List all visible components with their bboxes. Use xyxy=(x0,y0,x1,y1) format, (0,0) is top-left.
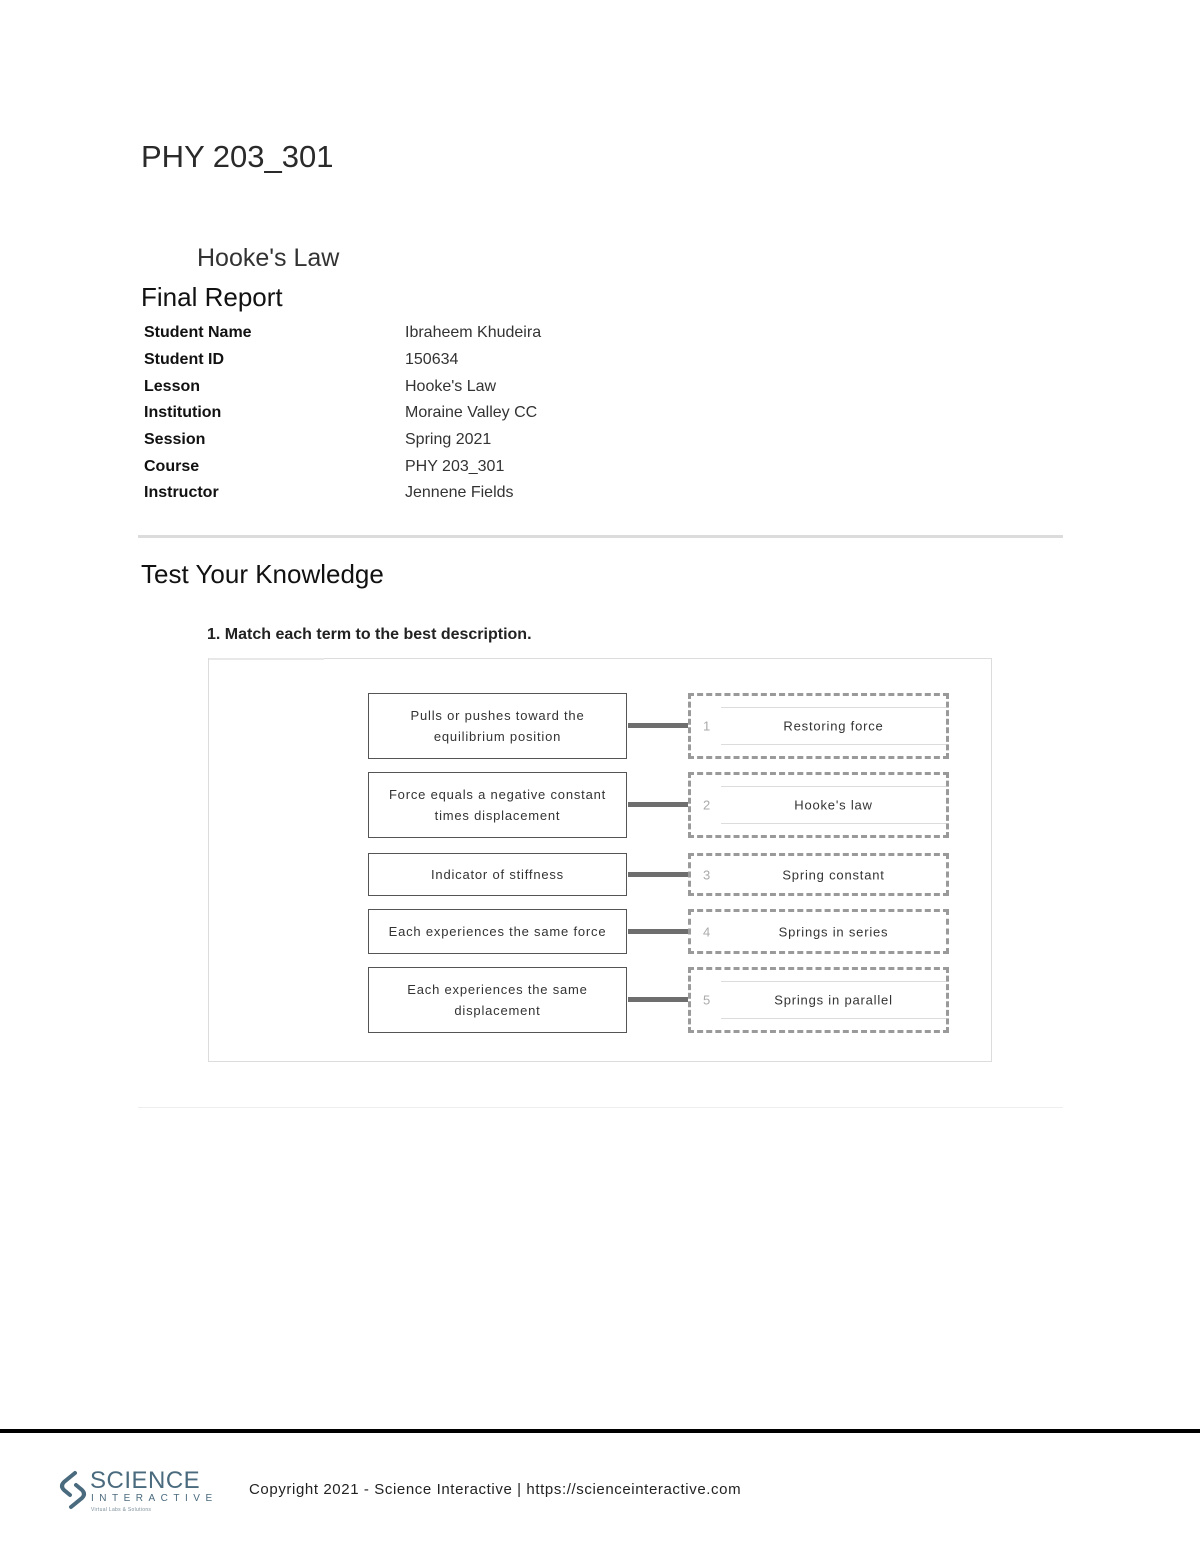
term-label[interactable]: Springs in parallel xyxy=(774,992,893,1008)
term-drop-zone[interactable] xyxy=(688,853,949,896)
section-divider xyxy=(138,535,1063,538)
info-label: Session xyxy=(144,431,206,449)
lesson-title: Hooke's Law xyxy=(197,244,340,272)
info-row-student-name xyxy=(144,320,541,347)
description-box[interactable]: Indicator of stiffness xyxy=(368,853,627,896)
term-label[interactable]: Restoring force xyxy=(783,718,884,734)
question-prompt: 1. Match each term to the best description. xyxy=(207,626,532,643)
description-box[interactable]: Pulls or pushes toward the equilibrium position xyxy=(368,693,627,759)
match-pair-3 xyxy=(209,853,993,896)
term-number: 4 xyxy=(703,924,711,939)
logo-wordmark: SCIENCE xyxy=(90,1467,201,1494)
panel-tab-mark xyxy=(209,658,324,660)
term-number: 5 xyxy=(703,992,711,1008)
match-pair-1 xyxy=(209,693,993,759)
student-info-table xyxy=(144,320,541,507)
term-number: 1 xyxy=(703,718,711,734)
match-pair-4 xyxy=(209,909,993,954)
info-row-session xyxy=(144,427,541,454)
match-connector xyxy=(628,997,688,1002)
info-value: PHY 203_301 xyxy=(405,457,505,475)
info-value: Hooke's Law xyxy=(405,377,497,395)
match-connector xyxy=(628,872,688,877)
info-row-institution xyxy=(144,400,541,427)
course-heading: PHY 203_301 xyxy=(141,139,334,174)
match-connector xyxy=(628,723,688,728)
info-label: Instructor xyxy=(144,484,219,502)
info-row-instructor xyxy=(144,480,541,507)
match-connector xyxy=(628,802,688,807)
description-box[interactable]: Force equals a negative constant times displacement xyxy=(368,772,627,838)
logo-subtitle: INTERACTIVE xyxy=(91,1493,218,1504)
term-label[interactable]: Spring constant xyxy=(782,867,885,882)
match-connector xyxy=(628,929,688,934)
match-pair-2 xyxy=(209,772,993,838)
description-box[interactable]: Each experiences the same force xyxy=(368,909,627,954)
info-value: Ibraheem Khudeira xyxy=(405,324,542,342)
term-drop-zone[interactable] xyxy=(688,967,949,1033)
info-label: Student ID xyxy=(144,351,224,369)
info-label: Student Name xyxy=(144,324,252,342)
info-row-lesson xyxy=(144,373,541,400)
report-title: Final Report xyxy=(141,282,283,312)
info-value: Moraine Valley CC xyxy=(405,404,538,422)
term-drop-zone[interactable] xyxy=(688,909,949,954)
science-interactive-logo xyxy=(58,1468,218,1516)
info-label: Institution xyxy=(144,404,222,422)
logo-mark-icon xyxy=(58,1470,88,1510)
term-label[interactable]: Hooke's law xyxy=(794,797,873,813)
term-number: 2 xyxy=(703,797,711,813)
logo-tagline: Virtual Labs & Solutions xyxy=(91,1507,152,1513)
term-number: 3 xyxy=(703,867,711,882)
info-row-course xyxy=(144,453,541,480)
info-label: Course xyxy=(144,457,200,475)
term-label[interactable]: Springs in series xyxy=(778,924,889,939)
copyright-text: Copyright 2021 - Science Interactive | https://scienceinteractive.com xyxy=(249,1481,742,1498)
info-value: Spring 2021 xyxy=(405,431,492,449)
info-row-student-id xyxy=(144,347,541,374)
match-pair-5 xyxy=(209,967,993,1033)
section-title: Test Your Knowledge xyxy=(141,559,384,589)
description-box[interactable]: Each experiences the same displacement xyxy=(368,967,627,1033)
info-value: Jennene Fields xyxy=(405,484,514,502)
section-end-divider xyxy=(138,1107,1063,1108)
info-label: Lesson xyxy=(144,377,201,395)
term-drop-zone[interactable] xyxy=(688,693,949,759)
footer-rule xyxy=(0,1429,1200,1433)
matching-question-panel xyxy=(208,658,992,1062)
term-drop-zone[interactable] xyxy=(688,772,949,838)
info-value: 150634 xyxy=(405,351,459,369)
